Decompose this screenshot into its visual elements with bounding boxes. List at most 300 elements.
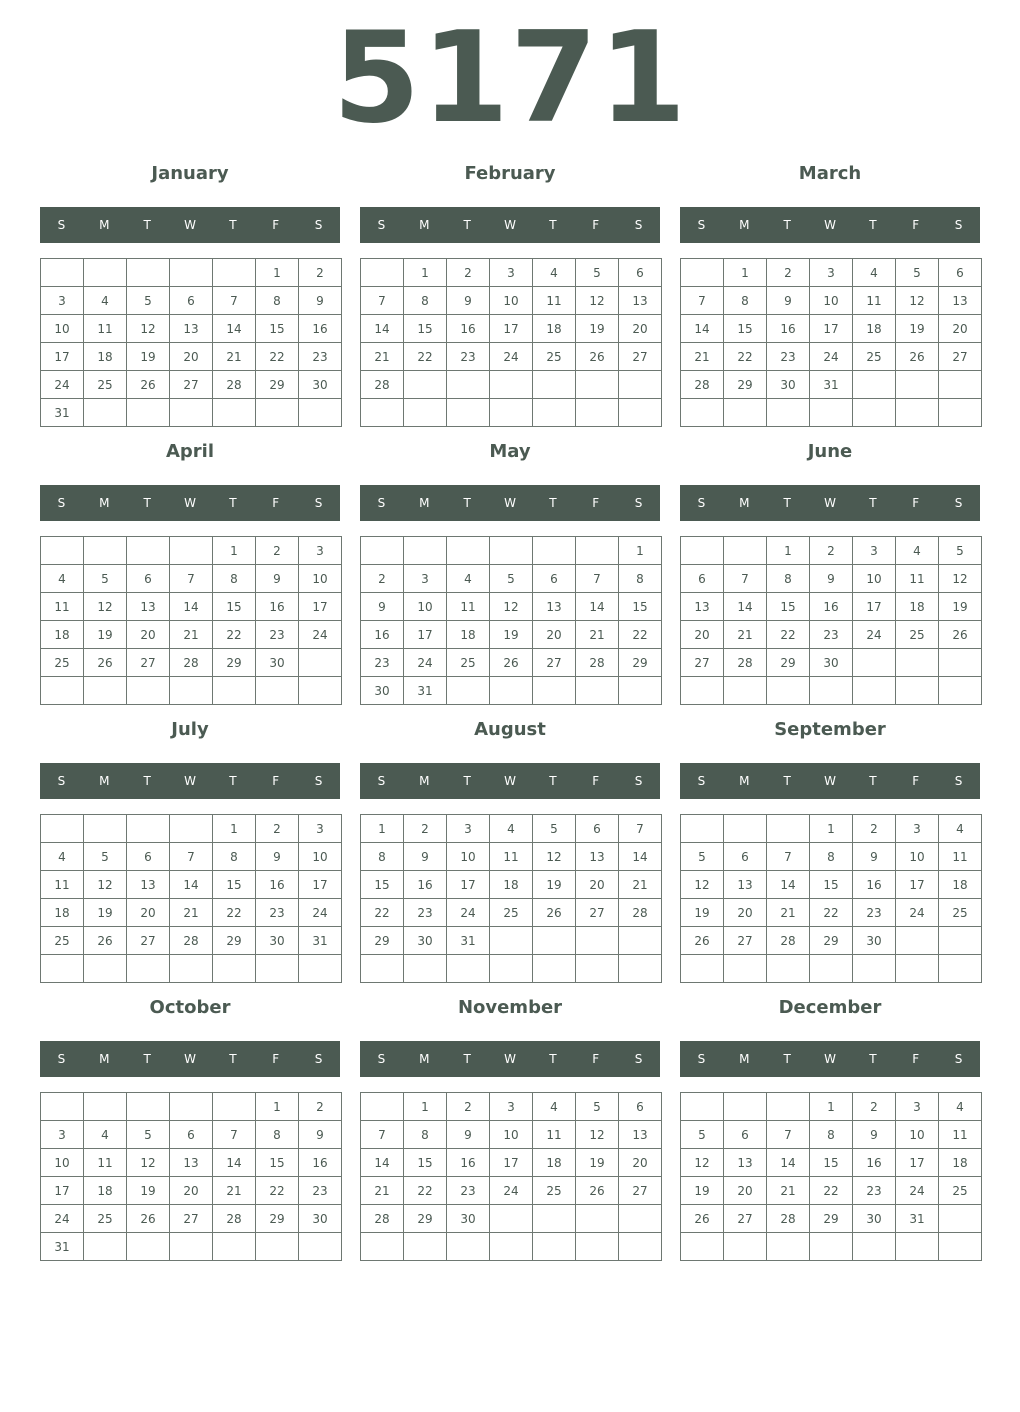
day-cell: 1 [619,537,662,565]
week-row [41,399,342,427]
day-cell: 3 [41,287,84,315]
weekday-label: T [783,218,791,232]
day-cell: 8 [810,843,853,871]
day-cell: 29 [256,1205,299,1233]
week-row [41,315,342,343]
week-row [41,815,342,843]
day-cell: 17 [404,621,447,649]
weekday-label: W [184,774,196,788]
weekday-label: T [549,218,557,232]
day-cell [447,399,490,427]
week-row [681,259,982,287]
day-cell: 28 [767,927,810,955]
day-cell: 4 [447,565,490,593]
day-cell [724,399,767,427]
weekday-label: M [419,496,430,510]
day-cell: 16 [853,871,896,899]
weekday-header [680,763,980,799]
day-cell: 19 [576,315,619,343]
day-grid [680,814,982,983]
day-cell: 30 [810,649,853,677]
day-cell: 15 [213,871,256,899]
day-cell: 5 [681,1121,724,1149]
day-cell: 13 [724,1149,767,1177]
week-row [41,565,342,593]
day-cell: 18 [41,899,84,927]
day-cell: 16 [853,1149,896,1177]
day-cell [939,677,982,705]
day-cell: 15 [767,593,810,621]
day-cell: 9 [256,843,299,871]
day-cell: 26 [533,899,576,927]
day-cell: 9 [853,843,896,871]
weekday-label: W [504,218,516,232]
weekday-label: M [739,496,750,510]
day-cell [576,537,619,565]
day-cell: 9 [361,593,404,621]
day-cell: 17 [810,315,853,343]
day-cell: 23 [853,1177,896,1205]
day-cell: 3 [404,565,447,593]
day-cell: 16 [361,621,404,649]
day-cell [299,677,342,705]
day-cell: 16 [767,315,810,343]
day-cell: 9 [447,287,490,315]
day-cell: 24 [41,1205,84,1233]
day-cell: 26 [576,343,619,371]
day-cell: 14 [724,593,767,621]
day-cell: 19 [576,1149,619,1177]
week-row [681,537,982,565]
day-cell: 3 [810,259,853,287]
day-grid [40,258,342,427]
day-grid [40,536,342,705]
day-cell: 22 [767,621,810,649]
day-cell: 3 [490,259,533,287]
day-cell [576,927,619,955]
weekday-label: S [314,1052,323,1066]
day-cell: 19 [84,899,127,927]
day-cell: 4 [41,843,84,871]
day-cell: 10 [41,315,84,343]
day-cell [896,1233,939,1261]
weekday-header [40,1041,340,1077]
week-row [681,677,982,705]
week-row [41,843,342,871]
week-row [681,1205,982,1233]
day-cell: 12 [939,565,982,593]
day-cell: 10 [41,1149,84,1177]
day-cell: 25 [490,899,533,927]
weekday-label: F [272,496,280,510]
day-cell: 4 [84,287,127,315]
weekday-label: T [229,496,237,510]
day-grid [680,1092,982,1261]
day-cell: 4 [533,259,576,287]
day-cell [853,649,896,677]
day-cell: 5 [939,537,982,565]
day-cell: 10 [447,843,490,871]
day-cell: 30 [853,927,896,955]
weekday-label: M [739,218,750,232]
day-cell: 23 [256,899,299,927]
weekday-header [360,1041,660,1077]
week-row [681,593,982,621]
day-cell: 20 [127,621,170,649]
weekday-label: T [869,1052,877,1066]
day-cell [84,815,127,843]
day-cell [576,371,619,399]
week-row [681,621,982,649]
day-cell: 15 [724,315,767,343]
weekday-label: F [272,1052,280,1066]
week-row [361,593,662,621]
day-cell [84,955,127,983]
day-cell: 22 [256,1177,299,1205]
weekday-label: T [869,496,877,510]
day-cell: 6 [576,815,619,843]
day-cell: 18 [41,621,84,649]
day-cell: 27 [170,1205,213,1233]
day-cell: 27 [127,927,170,955]
day-cell: 27 [170,371,213,399]
week-row [361,537,662,565]
day-cell [853,371,896,399]
day-cell: 2 [299,259,342,287]
day-cell: 22 [361,899,404,927]
day-cell: 25 [896,621,939,649]
day-cell: 8 [213,565,256,593]
day-cell: 21 [681,343,724,371]
day-cell [939,1205,982,1233]
weekday-label: S [377,774,386,788]
weekday-label: T [869,218,877,232]
day-cell [84,1233,127,1261]
day-cell: 2 [256,537,299,565]
weekday-header [360,207,660,243]
week-row [41,927,342,955]
day-cell: 21 [767,899,810,927]
day-cell: 9 [299,287,342,315]
weekday-label: F [912,774,920,788]
weekday-label: M [99,1052,110,1066]
day-cell: 1 [810,1093,853,1121]
day-cell [213,1093,256,1121]
week-row [361,1233,662,1261]
day-cell [490,1205,533,1233]
weekday-label: T [783,774,791,788]
day-cell: 2 [404,815,447,843]
day-cell: 20 [724,1177,767,1205]
day-cell: 28 [361,371,404,399]
week-row [361,259,662,287]
day-cell: 5 [896,259,939,287]
day-cell [404,955,447,983]
day-cell: 22 [256,343,299,371]
day-cell [170,259,213,287]
day-cell: 24 [896,899,939,927]
day-cell: 17 [41,1177,84,1205]
day-cell [681,399,724,427]
day-cell [853,677,896,705]
day-cell [576,1233,619,1261]
weekday-header [360,763,660,799]
day-cell: 12 [576,1121,619,1149]
day-cell: 5 [84,843,127,871]
week-row [41,343,342,371]
day-cell [767,815,810,843]
day-cell: 21 [576,621,619,649]
day-cell: 11 [447,593,490,621]
weekday-label: S [377,218,386,232]
day-cell: 10 [810,287,853,315]
day-cell: 15 [213,593,256,621]
month-name: May [489,441,531,462]
day-cell: 27 [619,343,662,371]
day-cell: 29 [256,371,299,399]
week-row [41,871,342,899]
day-cell: 14 [213,315,256,343]
weekday-label: T [229,1052,237,1066]
day-cell: 7 [361,287,404,315]
day-cell: 10 [299,565,342,593]
day-cell: 18 [853,315,896,343]
day-cell [170,955,213,983]
day-cell: 5 [84,565,127,593]
day-cell [127,1093,170,1121]
month-name: July [171,719,209,740]
day-cell [490,677,533,705]
day-cell [681,815,724,843]
week-row [681,315,982,343]
day-cell: 8 [256,1121,299,1149]
weekday-label: T [143,774,151,788]
day-cell: 13 [576,843,619,871]
day-cell [41,677,84,705]
day-cell [84,537,127,565]
day-cell: 8 [404,287,447,315]
week-row [361,899,662,927]
day-cell [41,1093,84,1121]
day-cell [810,677,853,705]
day-cell: 18 [533,1149,576,1177]
day-cell: 4 [490,815,533,843]
day-cell [681,537,724,565]
day-cell [41,259,84,287]
day-cell [619,1233,662,1261]
day-cell: 5 [490,565,533,593]
weekday-label: S [697,1052,706,1066]
day-cell [361,955,404,983]
month-name: April [165,441,215,462]
day-cell: 21 [213,343,256,371]
day-cell: 12 [533,843,576,871]
day-cell: 31 [41,399,84,427]
day-cell: 2 [256,815,299,843]
day-cell: 1 [404,1093,447,1121]
weekday-label: M [419,1052,430,1066]
day-cell: 4 [41,565,84,593]
week-row [41,955,342,983]
day-cell: 17 [299,593,342,621]
day-cell [127,955,170,983]
day-cell [724,677,767,705]
week-row [681,955,982,983]
day-cell: 30 [256,649,299,677]
weekday-label: W [824,1052,836,1066]
day-cell [767,399,810,427]
day-cell: 26 [576,1177,619,1205]
weekday-label: W [504,774,516,788]
week-row [681,343,982,371]
week-row [41,899,342,927]
day-cell: 20 [170,343,213,371]
day-cell: 29 [213,927,256,955]
day-cell: 4 [853,259,896,287]
weekday-label: S [634,496,643,510]
day-cell: 15 [404,315,447,343]
weekday-label: F [592,218,600,232]
day-cell: 19 [681,899,724,927]
day-cell: 6 [619,259,662,287]
weekday-label: S [57,774,66,788]
day-cell: 23 [299,1177,342,1205]
day-cell: 13 [127,871,170,899]
day-cell: 25 [533,343,576,371]
weekday-label: S [634,218,643,232]
weekday-label: M [419,218,430,232]
day-cell: 12 [576,287,619,315]
week-row [361,1149,662,1177]
day-cell: 2 [853,815,896,843]
day-cell: 20 [939,315,982,343]
weekday-header [360,485,660,521]
weekday-label: S [697,218,706,232]
day-cell: 10 [490,287,533,315]
day-cell: 4 [533,1093,576,1121]
day-cell [681,677,724,705]
day-cell [299,649,342,677]
day-cell: 29 [767,649,810,677]
day-cell: 8 [361,843,404,871]
day-cell [533,1233,576,1261]
day-cell [361,259,404,287]
day-cell: 3 [490,1093,533,1121]
week-row [41,1149,342,1177]
weekday-label: T [869,774,877,788]
day-cell [939,927,982,955]
day-cell: 6 [939,259,982,287]
day-cell [256,1233,299,1261]
day-cell [533,677,576,705]
day-cell [724,537,767,565]
weekday-label: T [229,774,237,788]
day-cell: 21 [170,899,213,927]
day-grid [360,1092,662,1261]
day-cell: 13 [724,871,767,899]
day-cell [724,1233,767,1261]
weekday-label: T [463,496,471,510]
day-cell: 6 [127,843,170,871]
day-cell: 7 [619,815,662,843]
day-cell: 23 [299,343,342,371]
day-cell: 19 [127,1177,170,1205]
day-cell [127,537,170,565]
weekday-label: S [954,218,963,232]
day-cell: 28 [170,927,213,955]
day-cell: 11 [533,1121,576,1149]
day-cell: 28 [767,1205,810,1233]
week-row [361,1205,662,1233]
day-cell: 11 [939,843,982,871]
day-cell: 27 [619,1177,662,1205]
day-cell [853,399,896,427]
day-cell [213,955,256,983]
day-cell: 11 [84,315,127,343]
week-row [361,815,662,843]
week-row [361,955,662,983]
day-cell: 27 [724,927,767,955]
day-cell: 15 [256,315,299,343]
month-name: January [151,163,229,184]
week-row [681,565,982,593]
day-cell [170,1093,213,1121]
day-cell: 26 [127,1205,170,1233]
day-cell: 23 [404,899,447,927]
day-cell [361,1233,404,1261]
year-title: 5171 [332,4,688,151]
day-cell [84,677,127,705]
day-cell [170,677,213,705]
day-cell: 16 [447,1149,490,1177]
day-cell [490,927,533,955]
day-cell: 17 [299,871,342,899]
week-row [681,815,982,843]
day-cell: 26 [490,649,533,677]
day-cell [939,1233,982,1261]
weekday-label: F [912,496,920,510]
day-cell [361,537,404,565]
day-cell: 29 [810,927,853,955]
day-cell: 17 [896,871,939,899]
day-cell: 14 [681,315,724,343]
day-cell [533,927,576,955]
month-name: December [778,997,882,1018]
day-cell: 10 [896,1121,939,1149]
day-cell: 7 [767,1121,810,1149]
day-cell [41,815,84,843]
day-cell: 11 [490,843,533,871]
month-name: September [774,719,886,740]
day-cell [127,1233,170,1261]
month-name: October [149,997,231,1018]
week-row [41,1093,342,1121]
day-cell: 23 [853,899,896,927]
day-cell: 30 [299,371,342,399]
day-cell: 21 [213,1177,256,1205]
day-cell: 18 [84,343,127,371]
day-cell: 14 [170,871,213,899]
day-cell: 10 [490,1121,533,1149]
day-cell: 15 [256,1149,299,1177]
day-cell: 30 [447,1205,490,1233]
day-cell: 16 [447,315,490,343]
day-cell: 17 [490,315,533,343]
day-cell [939,649,982,677]
day-cell: 13 [681,593,724,621]
day-cell [896,649,939,677]
day-cell [213,677,256,705]
